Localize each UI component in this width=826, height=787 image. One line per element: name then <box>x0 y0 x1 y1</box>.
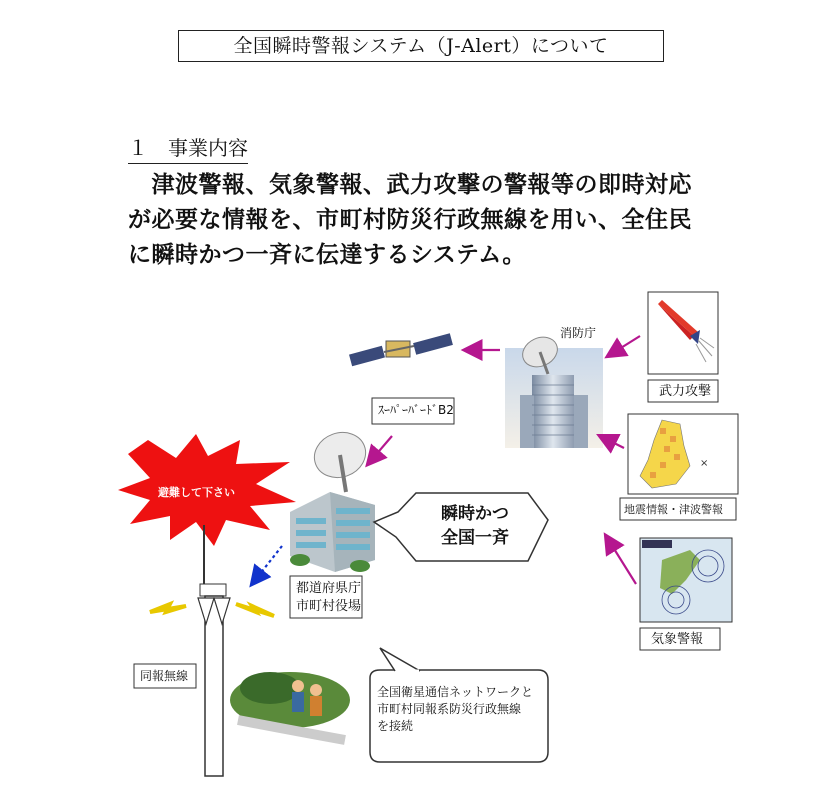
bubble-line-2: 全国一斉 <box>441 528 509 548</box>
section-heading: １ 事業内容 <box>128 132 248 164</box>
arrow-attack-to-fdma <box>608 336 640 356</box>
note-line-1: 全国衛星通信ネットワークと <box>377 685 534 699</box>
prefecture-label-line-2: 市町村役場 <box>296 599 362 614</box>
svg-text:×: × <box>700 458 709 469</box>
speaker-tower-icon <box>150 525 274 776</box>
note-line-3: を接続 <box>377 719 414 733</box>
fdma-label: 消防庁 <box>560 326 597 340</box>
weather-label: 気象警報 <box>651 632 704 647</box>
arrow-satellite-to-prefecture <box>368 436 392 464</box>
note-line-2: 市町村同報系防災行政無線 <box>377 702 522 716</box>
arrow-weather-to-fdma <box>606 536 636 584</box>
satellite-icon <box>349 333 453 366</box>
nationwide-bubble-text <box>420 502 530 550</box>
body-line-1: 津波警報、気象警報、武力攻撃の警報等の即時対応 <box>128 172 692 198</box>
body-line-3: に瞬時かつ一斉に伝達するシステム。 <box>128 242 526 268</box>
arrow-quake-to-fdma <box>600 436 624 448</box>
page-title: 全国瞬時警報システム（J-Alert）について <box>178 30 664 62</box>
quake-label: 地震情報・津波警報 <box>624 503 723 516</box>
bubble-line-1: 瞬時かつ <box>441 504 509 524</box>
burst-text: 避難して下さい <box>158 486 235 499</box>
quake-map-icon <box>628 414 738 494</box>
speaker-label: 同報無線 <box>140 669 189 683</box>
body-line-2: が必要な情報を、市町村防災行政無線を用い、全住民 <box>128 207 692 233</box>
missile-icon <box>648 292 718 374</box>
attack-label: 武力攻撃 <box>659 384 712 399</box>
arrow-prefecture-to-speaker <box>252 546 282 584</box>
prefecture-label-line-1: 都道府県庁 <box>296 581 362 596</box>
prefecture-label <box>296 580 361 616</box>
satellite-label: ｽｰﾊﾟｰﾊﾞｰﾄﾞB2 <box>378 403 454 417</box>
fdma-building-icon <box>505 332 603 448</box>
evacuees-illustration-icon <box>230 672 350 740</box>
prefecture-building-icon <box>290 425 375 572</box>
note-text <box>377 684 533 735</box>
weather-map-icon <box>640 538 732 622</box>
